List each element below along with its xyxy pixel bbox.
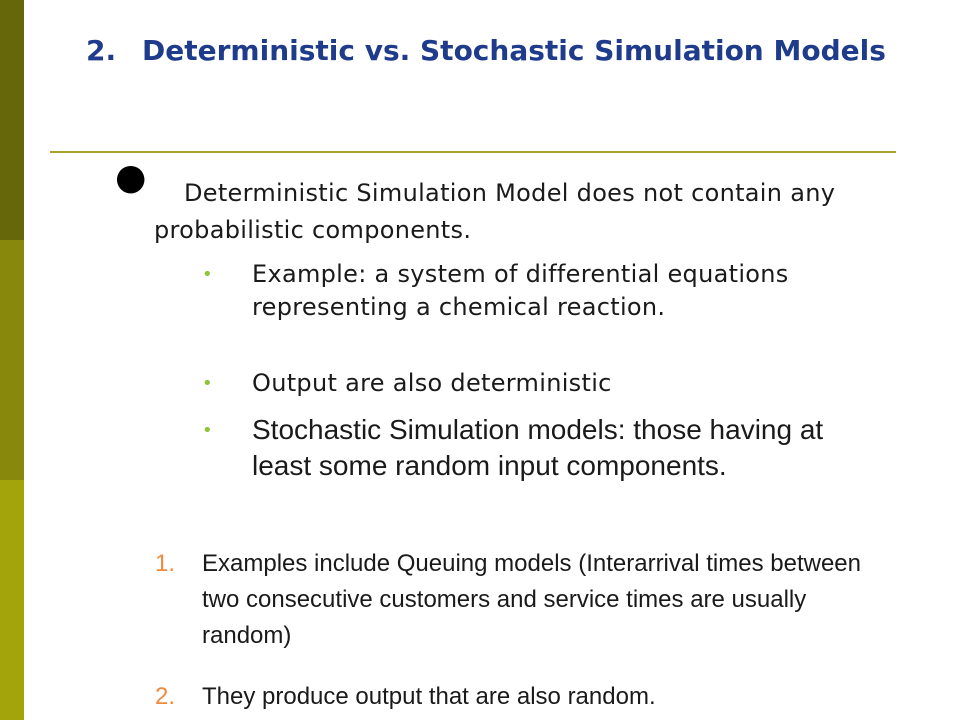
sub-bullet-item: [202, 367, 842, 400]
sub-bullet-item: [202, 258, 842, 324]
slide-title: [86, 34, 906, 68]
bullet-icon: ●: [115, 157, 147, 198]
title-number: 2.: [86, 34, 117, 67]
sub-bullet-icon: •: [202, 420, 213, 441]
numbered-item: [155, 546, 875, 654]
sub-bullet-text: Output are also deterministic: [252, 369, 612, 397]
side-band-middle: [0, 240, 24, 480]
sub-bullet-text: Stochastic Simulation models: those having at least some random input components.: [252, 414, 824, 481]
item-text: They produce output that are also random.: [202, 683, 656, 710]
sub-bullet-icon: •: [202, 373, 213, 394]
numbered-item: [155, 679, 875, 715]
sub-bullet-icon: •: [202, 264, 213, 285]
sub-bullet-text: Example: a system of differential equations representing a chemical reaction.: [252, 260, 789, 321]
title-divider: [50, 151, 896, 153]
side-band-top: [0, 0, 24, 240]
sub-bullet-item: [202, 412, 842, 484]
side-band-bottom: [0, 480, 24, 720]
item-number: 2.: [155, 683, 176, 710]
item-number: 1.: [155, 550, 176, 577]
item-text: Examples include Queuing models (Interarrival times between two consecutive customers and service times are usually random): [202, 550, 861, 649]
title-text: Deterministic vs. Stochastic Simulation Models: [142, 34, 886, 67]
main-bullet-text: Deterministic Simulation Model does not contain any probabilistic components.: [154, 179, 836, 244]
